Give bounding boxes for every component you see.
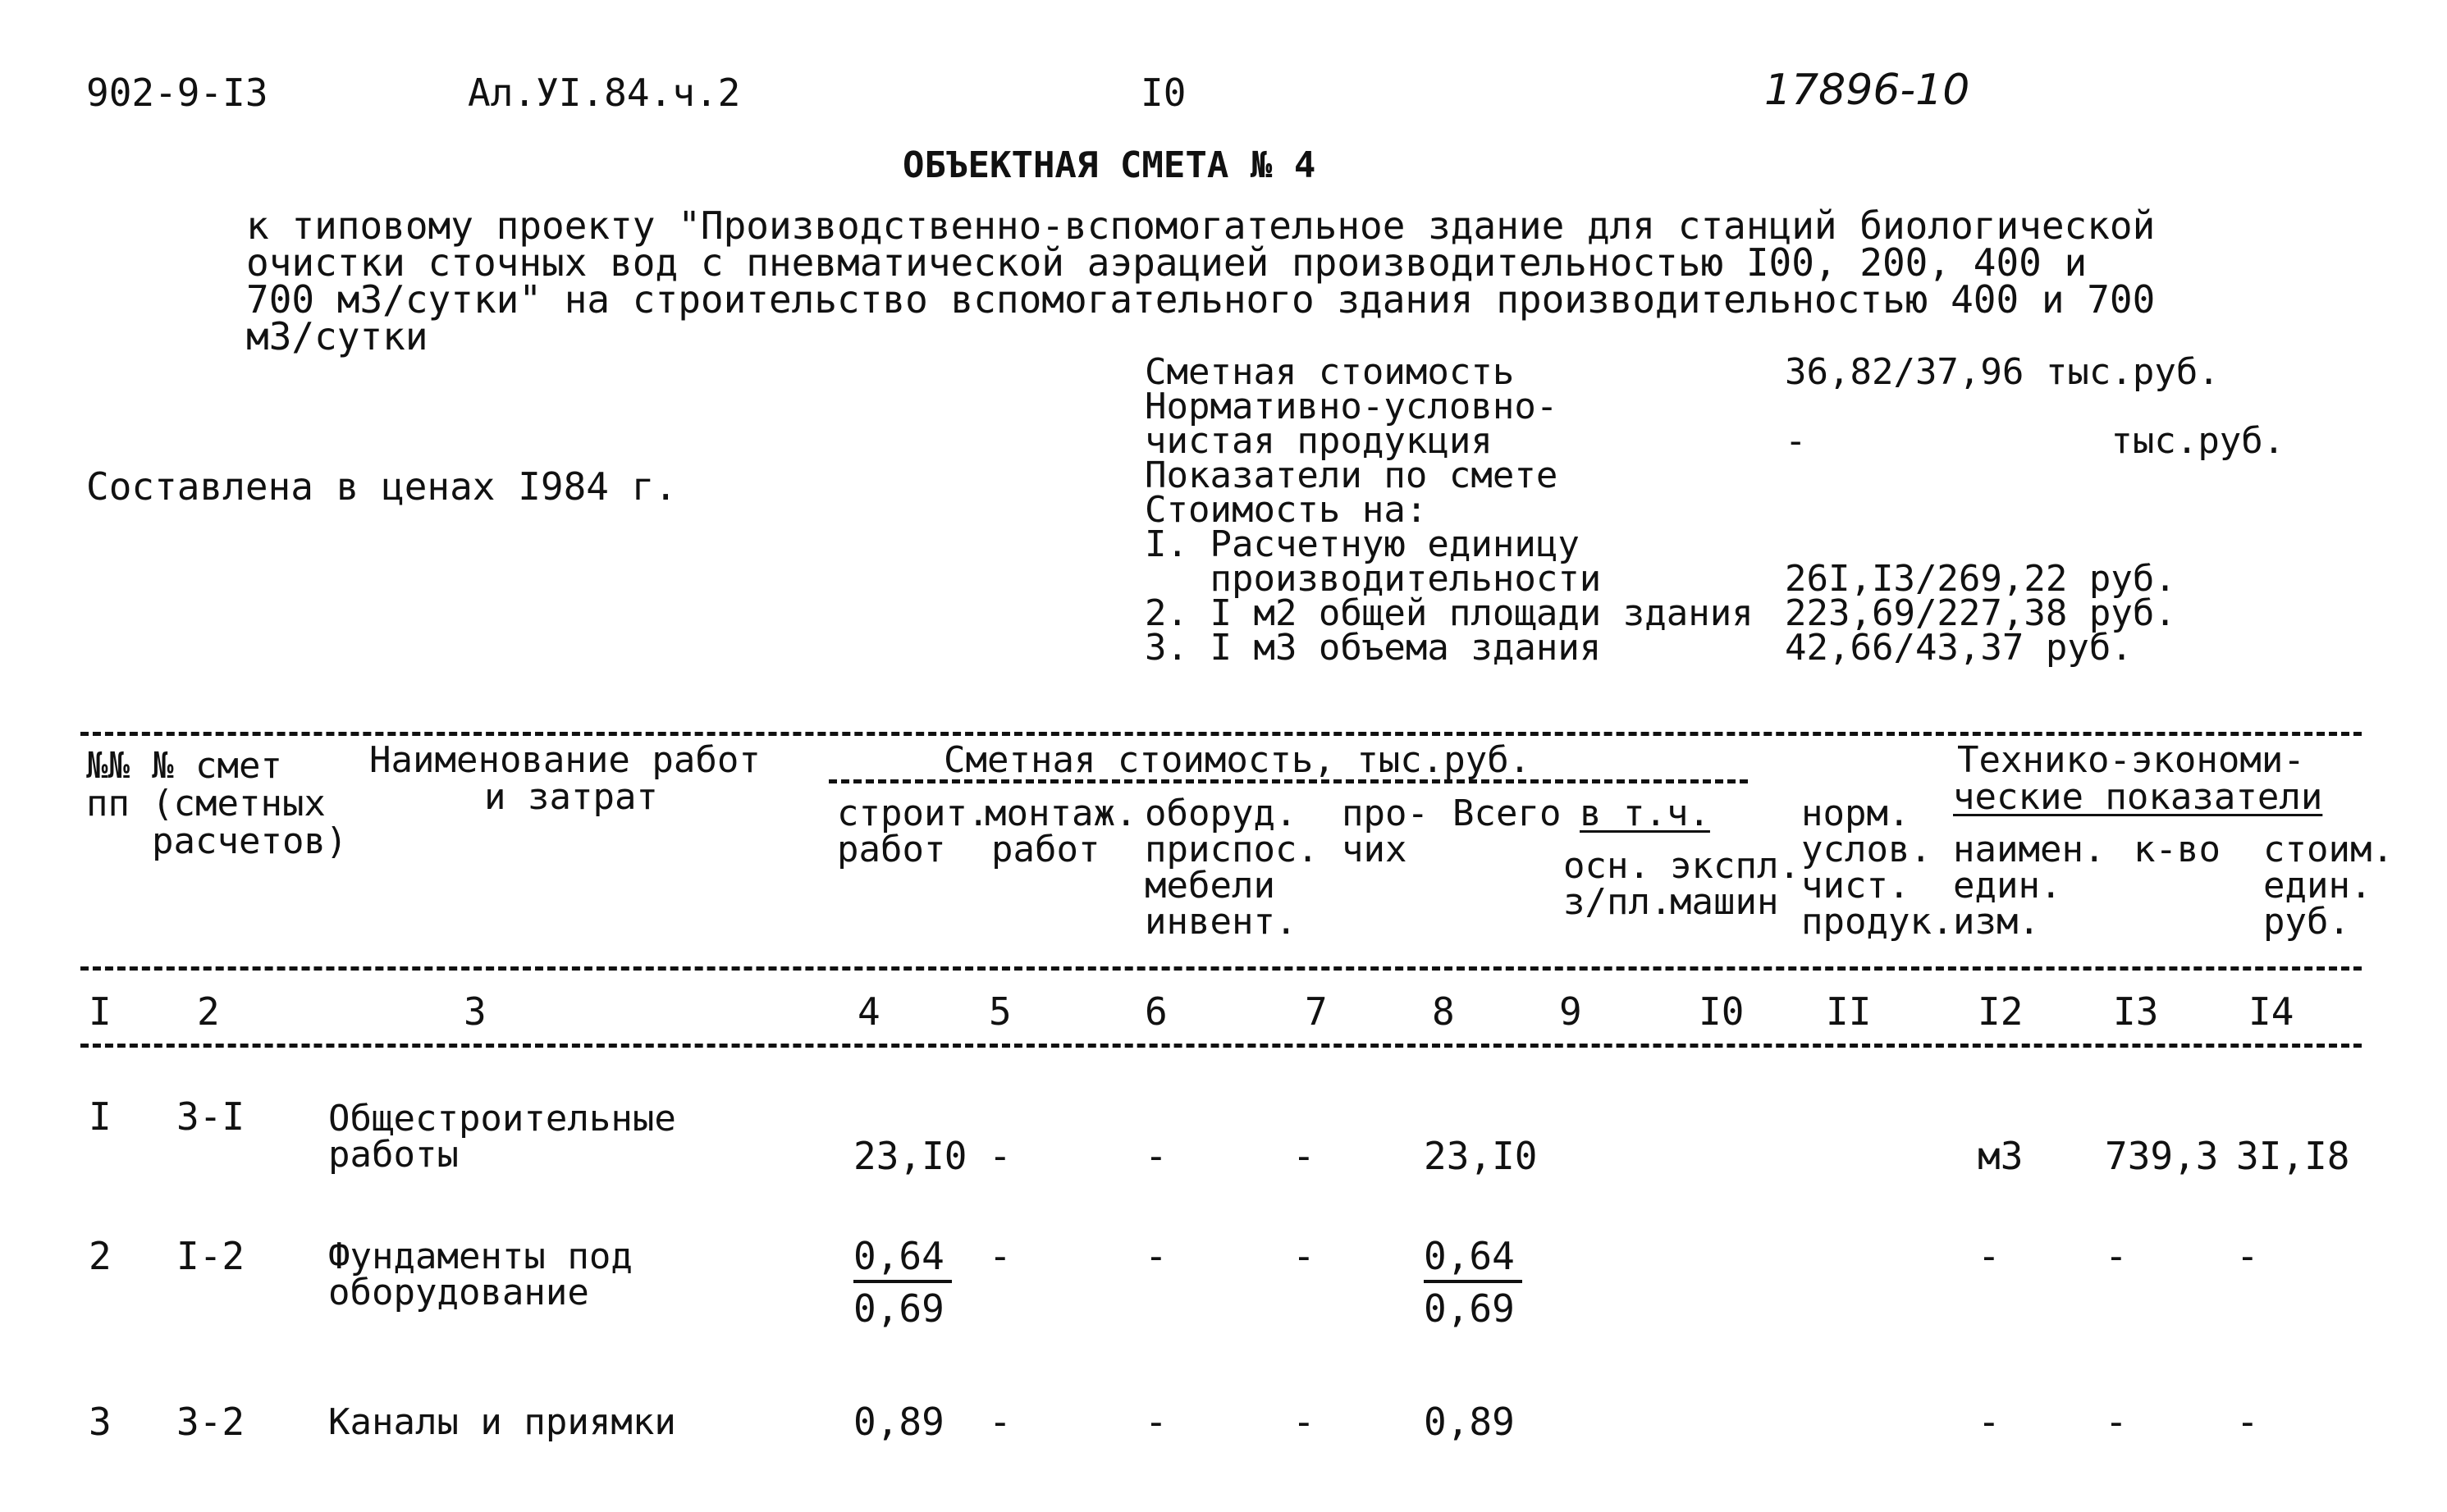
summary-label: Нормативно-условно- [1145,386,1558,427]
col-head-stroit: работ [837,829,946,870]
row-smet: 3-2 [176,1400,245,1444]
col-head-ekspl: машин [1670,881,1779,923]
col-number: I4 [2248,989,2294,1034]
row-vsego-alt: 0,69 [1424,1286,1515,1331]
summary-label: 3. I м3 объема здания [1145,627,1602,669]
row-qty: - [2105,1234,2128,1278]
row-unit: - [1978,1400,2001,1444]
row-smet: I-2 [176,1234,245,1278]
col-head-kvo: к-во [2134,829,2221,870]
col-head-smet: расчетов) [152,820,348,862]
col-head-name: и затрат [484,776,658,818]
doc-code: 902-9-I3 [86,71,268,115]
album-code: Ал.УI.84.ч.2 [468,71,741,115]
summary-value: - тыс.руб. [1785,420,2285,462]
cost-group-rule [829,779,1748,783]
col-head-norm: продук. [1801,901,1954,943]
col-number: 4 [858,989,880,1034]
col-head-stroit: строит. [837,793,990,834]
col-head-stoim: руб. [2263,901,2350,943]
col-head-norm: услов. [1801,829,1932,870]
col-head-vtch: в т.ч. [1580,793,1710,834]
prices-note: Составлена в ценах I984 г. [86,464,678,509]
col-head-stoim: стоим. [2263,829,2394,870]
col-head-stoim: един. [2263,865,2372,907]
row-qty: 739,3 [2105,1134,2219,1178]
row-stroit: 0,89 [853,1400,944,1444]
col-head-tech-group: Технико-экономи- [1957,739,2305,781]
col-head-cost-group: Сметная стоимость, тыс.руб. [944,739,1531,781]
row-number: 2 [89,1234,112,1278]
col-head-smet: (сметных [152,783,326,825]
col-number: 6 [1145,989,1168,1034]
col-number: 5 [989,989,1012,1034]
summary-label: чистая продукция [1145,420,1493,462]
col-head-norm: чист. [1801,865,1910,907]
row-unit: - [1978,1234,2001,1278]
summary-value: 26I,I3/269,22 руб. [1785,558,2176,600]
col-head-smet: № смет [152,745,282,787]
row-stroit-alt: 0,69 [853,1286,944,1331]
row-montazh: - [989,1400,1012,1444]
col-head-montazh: работ [991,829,1100,870]
page-number: I0 [1141,71,1187,115]
row-oborud: - [1145,1134,1168,1178]
row-montazh: - [989,1134,1012,1178]
col-head-naimen: наимен. [1953,829,2106,870]
row-stroit: 23,I0 [853,1134,967,1178]
row-montazh: - [989,1234,1012,1278]
col-number: I [89,989,112,1034]
col-head-name: Наименование работ [369,739,761,781]
col-head-naimen: един. [1953,865,2062,907]
row-unit-cost: - [2236,1234,2259,1278]
col-head-tech-group: ческие показатели [1953,776,2323,818]
row-name: работы [328,1134,459,1176]
summary-value: 42,66/43,37 руб. [1785,627,2133,669]
row-name: Фундаменты под [328,1236,633,1277]
col-head-oborud: мебели [1145,865,1275,907]
subtitle-line-4: м3/сутки [246,314,428,359]
row-vsego: 0,64 [1424,1234,1515,1278]
col-head-ekspl: экспл. [1670,845,1800,887]
summary-label: Сметная стоимость [1145,351,1515,393]
summary-value: 36,82/37,96 тыс.руб. [1785,351,2220,393]
col-number: I3 [2113,989,2159,1034]
col-head-norm: норм. [1801,793,1910,834]
summary-label: производительности [1145,558,1602,600]
row-smet: 3-I [176,1094,245,1139]
row-prochih: - [1292,1400,1315,1444]
col-head-oborud: инвент. [1145,901,1297,943]
col-head-nn: пп [86,783,130,825]
fraction-line [853,1280,952,1283]
page-title: ОБЪЕКТНАЯ СМЕТА № 4 [903,144,1316,186]
col-number: II [1826,989,1872,1034]
subtitle-line-3: 700 м3/сутки" на строительство вспомогательного здания производительностью 400 и 700 [246,277,2156,322]
col-head-osn: з/пл. [1563,881,1672,923]
row-vsego: 23,I0 [1424,1134,1538,1178]
row-name: Каналы и приямки [328,1401,676,1443]
subtitle-line-1: к типовому проекту "Производственно-вспомогательное здание для станций биологической [246,203,2156,248]
row-prochih: - [1292,1234,1315,1278]
row-oborud: - [1145,1400,1168,1444]
row-unit-cost: 3I,I8 [2236,1134,2350,1178]
table-rule-numbers [80,1044,2362,1048]
row-name: Общестроительные [328,1098,676,1140]
col-head-oborud: приспос. [1145,829,1319,870]
summary-value: 223,69/227,38 руб. [1785,592,2176,634]
col-head-vsego: Всего [1452,793,1562,834]
row-stroit: 0,64 [853,1234,944,1278]
row-qty: - [2105,1400,2128,1444]
subtitle-line-2: очистки сточных вод с пневматической аэрацией производительностью I00, 200, 400 и [246,240,2088,285]
summary-label: Показатели по смете [1145,455,1558,496]
summary-label: I. Расчетную единицу [1145,523,1580,565]
row-number: 3 [89,1400,112,1444]
col-number: 8 [1432,989,1455,1034]
col-head-prochih: чих [1342,829,1407,870]
col-head-montazh: монтаж. [985,793,1137,834]
summary-label: Стоимость на: [1145,489,1428,531]
table-rule-header [80,966,2362,971]
col-number: 3 [464,989,487,1034]
row-number: I [89,1094,112,1139]
col-head-nn: №№ [86,745,130,787]
row-vsego: 0,89 [1424,1400,1515,1444]
col-number: 2 [197,989,220,1034]
row-oborud: - [1145,1234,1168,1278]
summary-label: 2. I м2 общей площади здания [1145,592,1754,634]
handwritten-number: 17896-10 [1764,66,1970,115]
fraction-line [1424,1280,1522,1283]
col-number: 7 [1305,989,1328,1034]
col-number: I2 [1978,989,2024,1034]
row-prochih: - [1292,1134,1315,1178]
col-head-naimen: изм. [1953,901,2040,943]
table-rule-top [80,732,2362,736]
row-unit-cost: - [2236,1400,2259,1444]
row-unit: м3 [1978,1134,2024,1178]
col-head-osn: осн. [1563,845,1650,887]
col-number: 9 [1559,989,1582,1034]
col-number: I0 [1699,989,1745,1034]
col-head-oborud: оборуд. [1145,793,1297,834]
row-name: оборудование [328,1272,589,1313]
col-head-prochih: про- [1342,793,1429,834]
